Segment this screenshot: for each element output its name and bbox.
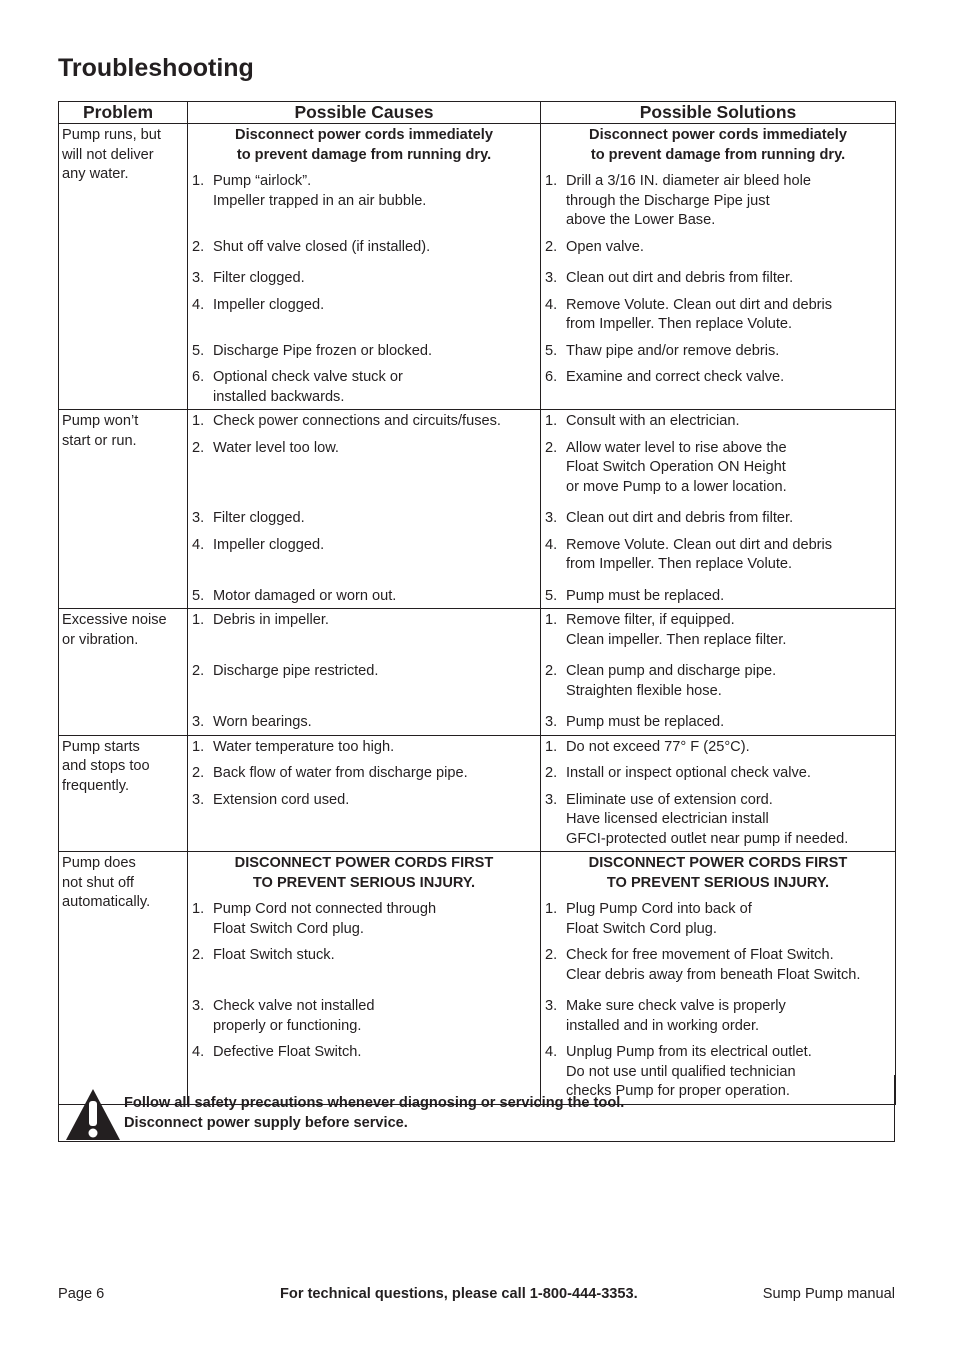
disconnect-warning: DISCONNECT POWER CORDS FIRST TO PREVENT SERIOUS INJURY. [588, 855, 848, 891]
solutions-cell [541, 410, 896, 609]
item-number: 3. [545, 791, 558, 808]
causes-cell [188, 735, 541, 852]
solution-item [545, 412, 895, 432]
solution-text: Remove Volute. Clean out dirt and debris from Impeller. Then replace Volute. [566, 296, 833, 332]
item-number: 2. [545, 765, 558, 781]
solution-text: Plug Pump Cord into back of Float Switch Cord plug. [566, 901, 752, 937]
table-row [59, 410, 896, 609]
cause-item [192, 587, 540, 607]
page-title: Troubleshooting [58, 54, 254, 82]
item-number: 6. [192, 369, 205, 385]
cause-item [192, 269, 540, 289]
solution-item [545, 172, 895, 231]
cause-item [192, 536, 540, 575]
cause-item [192, 946, 540, 985]
cause-text: Motor damaged or worn out. [213, 587, 397, 604]
cause-text: Float Switch stuck. [213, 947, 335, 963]
solution-item [545, 269, 895, 289]
item-number: 2. [192, 947, 205, 963]
cause-item [192, 368, 540, 407]
item-number: 2. [192, 439, 205, 456]
cause-text: Impeller clogged. [213, 536, 325, 553]
solutions-cell [541, 852, 896, 1105]
cause-text: Water temperature too high. [213, 738, 395, 755]
item-number: 1. [545, 738, 558, 755]
cause-text: Check valve not installed properly or functioning. [213, 998, 375, 1034]
cause-item [192, 172, 540, 231]
cause-text: Check power connections and circuits/fuses. [213, 413, 501, 429]
solution-text: Open valve. [566, 238, 644, 255]
solution-item [545, 238, 895, 258]
header-problem: Problem [59, 102, 188, 124]
item-number: 2. [192, 765, 205, 781]
item-number: 1. [545, 173, 558, 189]
solution-text: Drill a 3/16 IN. diameter air bleed hole through the Discharge Pipe just above the Lower Base. [566, 173, 811, 228]
table-row [59, 609, 896, 736]
solution-item [545, 662, 895, 701]
solution-text: Unplug Pump from its electrical outlet. Do not use until qualified technician checks Pump for proper operation. [566, 1044, 812, 1099]
warning-exclamation-icon [65, 1087, 121, 1141]
cause-text: Discharge pipe restricted. [213, 663, 379, 679]
item-number: 4. [545, 296, 558, 313]
solution-item [545, 764, 895, 784]
item-number: 2. [545, 439, 558, 456]
solution-text: Allow water level to rise above the Float Switch Operation ON Height or move Pump to a lower location. [566, 439, 787, 495]
cause-item [192, 791, 540, 850]
cause-item [192, 713, 540, 733]
manual-name: Sump Pump manual [762, 1286, 895, 1302]
header-solutions: Possible Solutions [541, 102, 896, 124]
safety-line-2: Disconnect power supply before service. [124, 1115, 408, 1131]
solution-text: Eliminate use of extension cord. Have licensed electrician install GFCI-protected outlet near pump if needed. [566, 791, 849, 847]
solution-text: Clean pump and discharge pipe. Straighten flexible hose. [566, 663, 777, 699]
cause-item [192, 764, 540, 784]
problem-cell: Pump does not shut off automatically. [59, 852, 188, 1105]
cause-text: Pump Cord not connected through Float Switch Cord plug. [213, 901, 437, 937]
cause-item [192, 738, 540, 758]
safety-notice [58, 1075, 895, 1142]
item-number: 4. [192, 296, 205, 313]
cause-text: Debris in impeller. [213, 612, 329, 628]
cause-text: Filter clogged. [213, 510, 305, 526]
item-number: 2. [192, 238, 205, 255]
troubleshooting-table [58, 101, 896, 1105]
solution-text: Make sure check valve is properly installed and in working order. [566, 998, 786, 1034]
solution-text: Consult with an electrician. [566, 413, 740, 429]
solution-text: Check for free movement of Float Switch. Clear debris away from beneath Float Switch. [566, 947, 861, 983]
solution-item [545, 738, 895, 758]
solution-item [545, 536, 895, 575]
cause-item [192, 509, 540, 529]
cause-item [192, 611, 540, 650]
disconnect-warning: DISCONNECT POWER CORDS FIRST TO PREVENT SERIOUS INJURY. [234, 855, 494, 891]
solution-item [545, 946, 895, 985]
cause-item [192, 412, 540, 432]
page-number: Page 6 [58, 1286, 105, 1302]
solution-item [545, 587, 895, 607]
solution-item [545, 342, 895, 362]
solution-text: Pump must be replaced. [566, 587, 725, 604]
cause-item [192, 439, 540, 498]
solution-item [545, 439, 895, 498]
solution-text: Remove filter, if equipped. Clean impeller. Then replace filter. [566, 612, 787, 648]
cause-item [192, 342, 540, 362]
cause-text: Back flow of water from discharge pipe. [213, 765, 468, 781]
problem-cell: Pump runs, but will not deliver any water. [59, 124, 188, 410]
item-number: 4. [545, 536, 558, 553]
table-row [59, 852, 896, 1105]
cause-item [192, 296, 540, 335]
item-number: 5. [545, 342, 558, 359]
item-number: 3. [545, 270, 558, 286]
cause-text: Shut off valve closed (if installed). [213, 238, 431, 255]
solution-text: Pump must be replaced. [566, 714, 725, 730]
solution-item [545, 611, 895, 650]
solution-item [545, 368, 895, 407]
item-number: 5. [192, 587, 205, 604]
solution-text: Thaw pipe and/or remove debris. [566, 342, 780, 359]
solution-text: Clean out dirt and debris from filter. [566, 510, 794, 526]
item-number: 1. [545, 612, 558, 628]
solution-item [545, 997, 895, 1036]
item-number: 2. [545, 663, 558, 679]
table-header-row [59, 102, 896, 124]
cause-item [192, 997, 540, 1036]
item-number: 3. [192, 998, 205, 1014]
item-number: 1. [545, 413, 558, 429]
item-number: 1. [192, 901, 205, 917]
header-causes: Possible Causes [188, 102, 541, 124]
cause-text: Impeller clogged. [213, 296, 325, 313]
item-number: 2. [545, 238, 558, 255]
table-row [59, 735, 896, 852]
cause-text: Discharge Pipe frozen or blocked. [213, 342, 433, 359]
item-number: 3. [192, 714, 205, 730]
disconnect-warning: Disconnect power cords immediately to prevent damage from running dry. [235, 127, 493, 163]
cause-text: Worn bearings. [213, 714, 312, 730]
solution-text: Do not exceed 77° F (25°C). [566, 738, 750, 755]
item-number: 1. [192, 173, 205, 189]
cause-text: Extension cord used. [213, 791, 350, 808]
cause-item [192, 662, 540, 701]
solution-text: Examine and correct check valve. [566, 369, 785, 385]
problem-cell: Pump starts and stops too frequently. [59, 735, 188, 852]
item-number: 4. [545, 1044, 558, 1060]
table-row [59, 124, 896, 410]
item-number: 3. [545, 998, 558, 1014]
item-number: 1. [192, 413, 205, 429]
item-number: 5. [192, 342, 205, 359]
solution-item [545, 791, 895, 850]
causes-cell [188, 609, 541, 736]
solution-item [545, 296, 895, 335]
item-number: 3. [192, 791, 205, 808]
safety-line-1: Follow all safety precautions whenever diagnosing or servicing the tool. [124, 1095, 625, 1111]
item-number: 3. [545, 714, 558, 730]
item-number: 3. [192, 270, 205, 286]
disconnect-warning: Disconnect power cords immediately to prevent damage from running dry. [589, 127, 847, 163]
causes-cell [188, 124, 541, 410]
solution-item [545, 509, 895, 529]
cause-text: Filter clogged. [213, 270, 305, 286]
item-number: 6. [545, 369, 558, 385]
cause-text: Pump “airlock”. Impeller trapped in an air bubble. [213, 173, 427, 209]
solutions-cell [541, 735, 896, 852]
cause-text: Optional check valve stuck or installed backwards. [213, 369, 403, 405]
item-number: 1. [192, 612, 205, 628]
item-number: 2. [545, 947, 558, 963]
problem-cell: Excessive noise or vibration. [59, 609, 188, 736]
solution-text: Install or inspect optional check valve. [566, 765, 811, 781]
cause-item [192, 900, 540, 939]
solutions-cell [541, 124, 896, 410]
item-number: 4. [192, 536, 205, 553]
item-number: 3. [192, 510, 205, 526]
solution-text: Remove Volute. Clean out dirt and debris from Impeller. Then replace Volute. [566, 536, 833, 572]
cause-item [192, 238, 540, 258]
item-number: 1. [192, 738, 205, 755]
item-number: 3. [545, 510, 558, 526]
cause-text: Water level too low. [213, 439, 339, 456]
causes-cell [188, 852, 541, 1105]
solution-item [545, 713, 895, 733]
solution-item [545, 900, 895, 939]
cause-text: Defective Float Switch. [213, 1044, 362, 1060]
solution-text: Clean out dirt and debris from filter. [566, 270, 794, 286]
problem-cell: Pump won’t start or run. [59, 410, 188, 609]
solutions-cell [541, 609, 896, 736]
item-number: 4. [192, 1044, 205, 1060]
technical-questions-line: For technical questions, please call 1-800-444-3353. [280, 1286, 638, 1302]
item-number: 2. [192, 663, 205, 679]
item-number: 1. [545, 901, 558, 917]
item-number: 5. [545, 587, 558, 604]
causes-cell [188, 410, 541, 609]
